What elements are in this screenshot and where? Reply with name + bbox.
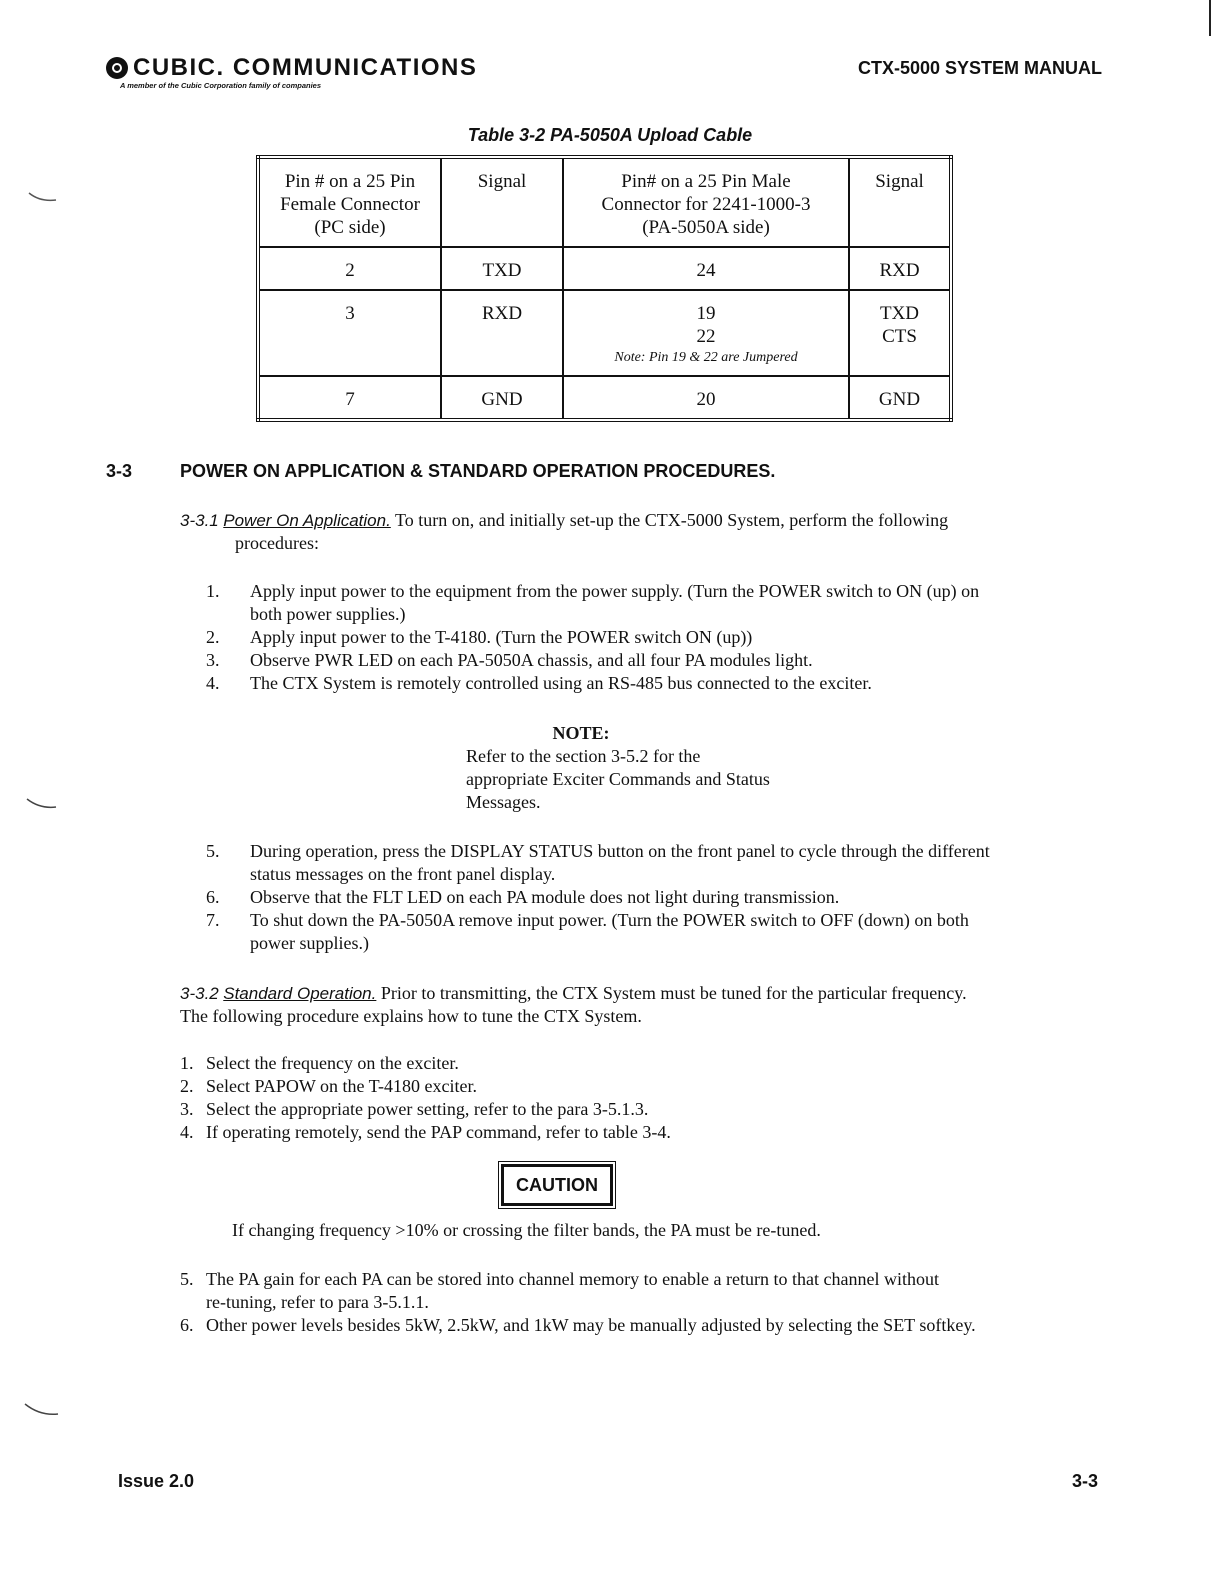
pa-signal-cell: RXD: [849, 247, 951, 290]
pc-signal-cell: TXD: [441, 247, 563, 290]
list-item: 6. Other power levels besides 5kW, 2.5kW, and 1kW may be manually adjusted by selecting the SET softkey.: [180, 1315, 976, 1335]
sub1-intro-text: To turn on, and initially set-up the CTX-5000 System, perform the following: [390, 510, 949, 530]
caution-box: [498, 1161, 616, 1209]
scan-mark: [26, 797, 58, 811]
list-item: 3. Observe PWR LED on each PA-5050A chassis, and all four PA modules light.: [206, 650, 813, 670]
list-item: 3. Select the appropriate power setting, refer to the para 3-5.1.3.: [180, 1099, 649, 1119]
standard-operation-steps: [180, 1052, 1080, 1144]
list-item: 6. Observe that the FLT LED on each PA module does not light during transmission.: [206, 887, 840, 907]
pc-pin-cell: 7: [258, 376, 441, 420]
list-item: 1. Apply input power to the equipment from the power supply. (Turn the POWER switch to ON (up) on both power supplies.): [206, 581, 980, 624]
pc-signal-cell: RXD: [441, 290, 563, 376]
sub1-intro-text-2: procedures:: [235, 533, 319, 553]
scan-mark: [24, 1402, 60, 1418]
header-pc-signal: Signal: [441, 157, 563, 247]
section-title: POWER ON APPLICATION & STANDARD OPERATION PROCEDURES.: [180, 461, 776, 481]
company-name: CUBIC. COMMUNICATIONS: [133, 54, 478, 81]
list-item: 4. The CTX System is remotely controlled using an RS-485 bus connected to the exciter.: [206, 673, 872, 693]
sub1-intro: [180, 509, 948, 555]
pc-pin-cell: 3: [258, 290, 441, 376]
list-item: 5. During operation, press the DISPLAY STATUS button on the front panel to cycle through the different status messages on the front panel display.: [206, 841, 990, 884]
list-item: 5. The PA gain for each PA can be stored into channel memory to enable a return to that channel without re-tuning, refer to para 3-5.1.1.: [180, 1269, 939, 1312]
pa-pin-cell: 20: [563, 376, 849, 420]
pc-signal-cell: GND: [441, 376, 563, 420]
list-item: 4. If operating remotely, send the PAP command, refer to table 3-4.: [180, 1122, 671, 1142]
power-on-steps-continued: [206, 840, 1106, 955]
list-item: 2. Select PAPOW on the T-4180 exciter.: [180, 1076, 477, 1096]
pa-signal-cell: TXD CTS: [849, 290, 951, 376]
table-row: [258, 376, 951, 420]
sub1-title: Power On Application.: [223, 511, 391, 530]
section-number: 3-3: [106, 461, 133, 481]
sub2-intro: [180, 982, 967, 1028]
issue-number: Issue 2.0: [118, 1471, 195, 1491]
pa-signal-cell: GND: [849, 376, 951, 420]
table-row: [258, 247, 951, 290]
header-pa-signal: Signal: [849, 157, 951, 247]
list-item: 2. Apply input power to the T-4180. (Turn the POWER switch ON (up)): [206, 627, 753, 647]
sub2-title: Standard Operation.: [223, 984, 377, 1003]
note-block: [466, 722, 770, 814]
page-number: 3-3: [1071, 1471, 1098, 1491]
scan-mark: [28, 190, 58, 204]
note-line: appropriate Exciter Commands and Status: [466, 769, 770, 789]
pa-pin-cell: 24: [563, 247, 849, 290]
sub2-intro-text-2: The following procedure explains how to tune the CTX System.: [180, 1006, 642, 1026]
standard-operation-steps-continued: [180, 1268, 1080, 1337]
scan-edge-mark: [1207, 0, 1213, 40]
jumper-note: Note: Pin 19 & 22 are Jumpered: [614, 350, 798, 365]
pa-pin-cell: 19 22 Note: Pin 19 & 22 are Jumpered: [563, 290, 849, 376]
note-line: Refer to the section 3-5.2 for the: [466, 746, 701, 766]
note-line: Messages.: [466, 792, 541, 812]
list-item: 1. Select the frequency on the exciter.: [180, 1053, 459, 1073]
table-header-row: [258, 157, 951, 247]
header-pc-pin: Pin # on a 25 Pin Female Connector (PC side): [258, 157, 441, 247]
caution-label: CAUTION: [502, 1165, 612, 1205]
power-on-steps: [206, 580, 1106, 695]
caution-text: If changing frequency >10% or crossing the filter bands, the PA must be re-tuned.: [232, 1220, 821, 1240]
table-row: [258, 290, 951, 376]
table-title: Table 3-2 PA-5050A Upload Cable: [467, 125, 753, 145]
company-tagline: A member of the Cubic Corporation family of companies: [120, 81, 321, 90]
manual-title: CTX-5000 SYSTEM MANUAL: [857, 58, 1102, 78]
sub2-intro-text: Prior to transmitting, the CTX System must be tuned for the particular frequency.: [376, 983, 967, 1003]
list-item: 7. To shut down the PA-5050A remove input power. (Turn the POWER switch to OFF (down) on both power supplies.): [206, 910, 969, 953]
sub1-number: 3-3.1: [180, 511, 219, 530]
company-logo: [106, 54, 477, 82]
note-heading: NOTE:: [552, 723, 610, 743]
cubic-logo-icon: [106, 57, 128, 79]
upload-cable-table: [256, 155, 953, 422]
pc-pin-cell: 2: [258, 247, 441, 290]
sub2-number: 3-3.2: [180, 984, 219, 1003]
header-pa-pin: Pin# on a 25 Pin Male Connector for 2241-1000-3 (PA-5050A side): [563, 157, 849, 247]
